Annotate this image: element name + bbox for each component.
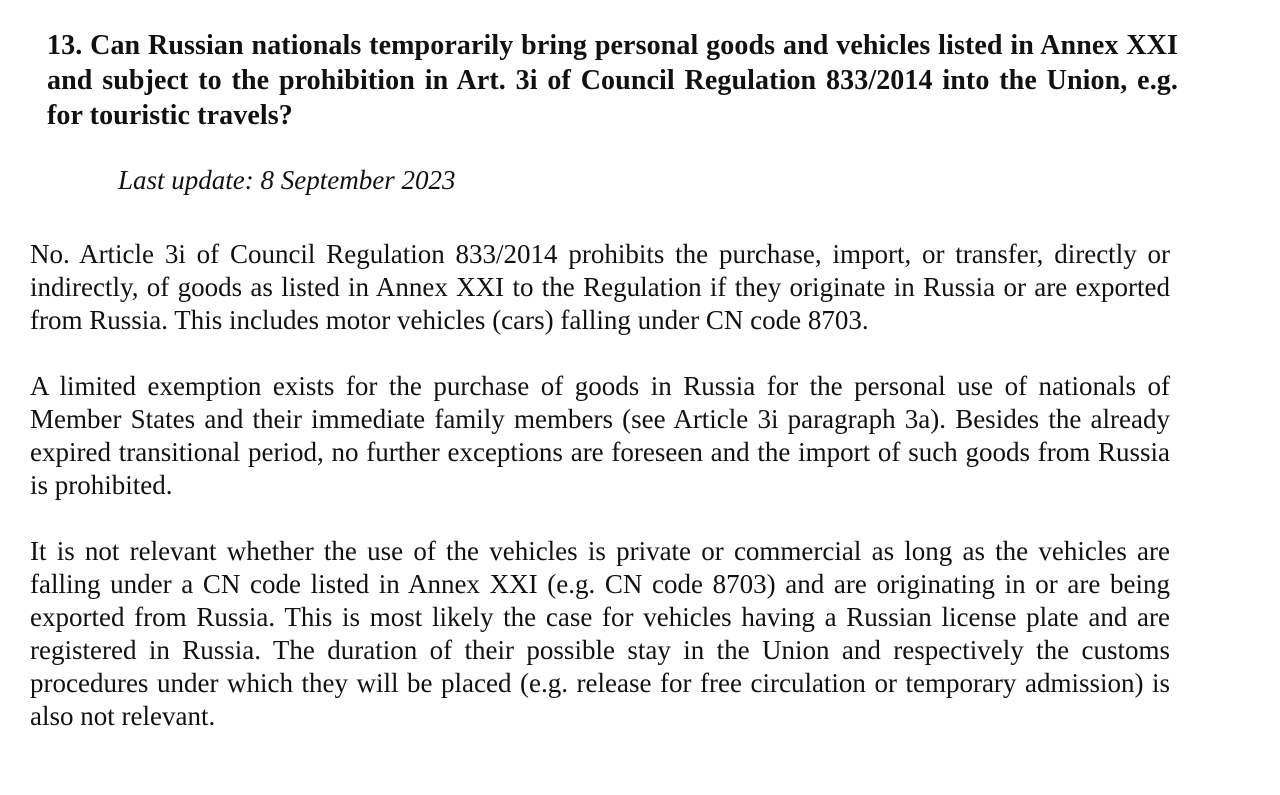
last-update-line: Last update: 8 September 2023 bbox=[118, 165, 456, 195]
paragraph-prohibition: No. Article 3i of Council Regulation 833/2014 prohibits the purchase, import, or transfer, directly or indirectly, of goods as listed in Annex XXI to the Regulation if they originate in Russia or are exported from Russia. This includes motor vehicles (cars) falling under CN code 8703. bbox=[30, 239, 1170, 335]
paragraph-relevance: It is not relevant whether the use of the vehicles is private or commercial as long as the vehicles are falling under a CN code listed in Annex XXI (e.g. CN code 8703) and are originating in or are being exported from Russia. This is most likely the case for vehicles having a Russian license plate and are registered in Russia. The duration of their possible stay in the Union and respectively the customs procedures under which they will be placed (e.g. release for free circulation or temporary admission) is also not relevant. bbox=[30, 536, 1170, 731]
question-heading: 13. Can Russian nationals temporarily bring personal goods and vehicles listed in Annex XXI and subject to the prohibition in Art. 3i of Council Regulation 833/2014 into the Union, e.g. for touristic travels? bbox=[47, 30, 1178, 131]
paragraph-exemption: A limited exemption exists for the purchase of goods in Russia for the personal use of nationals of Member States and their immediate family members (see Article 3i paragraph 3a). Besides the already expired transitional period, no further exceptions are foreseen and the import of such goods from Russia is prohibited. bbox=[30, 371, 1170, 500]
